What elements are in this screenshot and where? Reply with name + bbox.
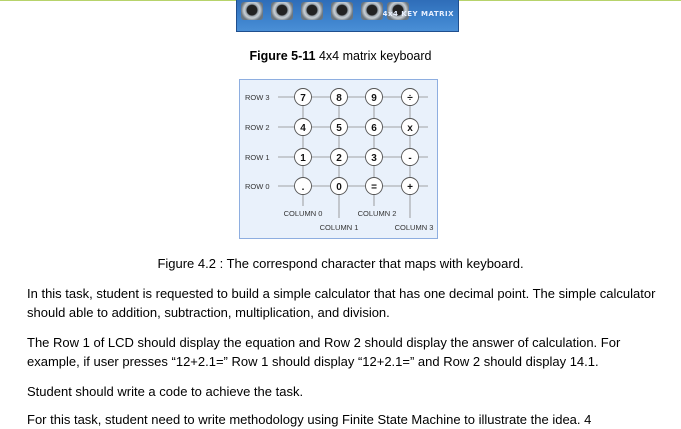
- key-3: 3: [371, 153, 377, 164]
- board-button-icon: [331, 2, 353, 20]
- column-label-0: COLUMN 0: [283, 209, 323, 218]
- key-minus: -: [408, 153, 412, 164]
- figure-title-text: 4x4 matrix keyboard: [318, 49, 432, 63]
- key-4: 4: [300, 123, 306, 134]
- column-label-2: COLUMN 2: [357, 209, 397, 218]
- figure-5-11-title: [0, 49, 681, 63]
- key-0: 0: [336, 182, 342, 193]
- key-plus: +: [407, 182, 413, 193]
- key-5: 5: [336, 123, 342, 134]
- key-8: 8: [336, 93, 342, 104]
- paragraph-task-description: In this task, student is requested to build a simple calculator that has one decimal point. The simple calculator should able to addition, subtraction, multiplication, and division.: [27, 286, 656, 320]
- key-7: 7: [300, 93, 306, 104]
- key-multiply: x: [407, 123, 413, 134]
- keypad-board-photo: [236, 0, 459, 32]
- figure-4-2-caption: Figure 4.2 : The correspond character that maps with keyboard.: [157, 256, 524, 271]
- key-1: 1: [300, 153, 306, 164]
- paragraph-write-code: Student should write a code to achieve the task.: [27, 384, 304, 399]
- key-equals: =: [371, 182, 377, 193]
- board-label: 4x4 KEY MATRIX: [382, 10, 454, 18]
- board-button-icon: [241, 2, 263, 20]
- row-label-0: ROW 0: [245, 182, 270, 191]
- keyboard-diagram: [239, 79, 438, 239]
- column-label-1: COLUMN 1: [319, 223, 359, 232]
- board-button-icon: [301, 2, 323, 20]
- paragraph-lcd-display: The Row 1 of LCD should display the equation and Row 2 should display the answer of calculation. For example, if user presses “12+2.1=” Row 1 should display “12+2.1=” and Row 2 should display 14.1.: [27, 335, 621, 369]
- row-label-3: ROW 3: [245, 93, 270, 102]
- paragraph-methodology: For this task, student need to write methodology using Finite State Machine to illustrate the idea. 4: [27, 412, 592, 427]
- row-label-2: ROW 2: [245, 123, 270, 132]
- key-decimal: .: [301, 182, 305, 193]
- key-divide: ÷: [407, 93, 413, 104]
- column-label-3: COLUMN 3: [394, 223, 434, 232]
- row-label-1: ROW 1: [245, 153, 270, 162]
- keyboard-matrix-svg: [240, 80, 439, 240]
- key-9: 9: [371, 93, 377, 104]
- board-button-icon: [271, 2, 293, 20]
- key-2: 2: [336, 153, 342, 164]
- board-button-icon: [361, 2, 383, 20]
- key-6: 6: [371, 123, 377, 134]
- figure-number: Figure 5-11: [249, 49, 316, 63]
